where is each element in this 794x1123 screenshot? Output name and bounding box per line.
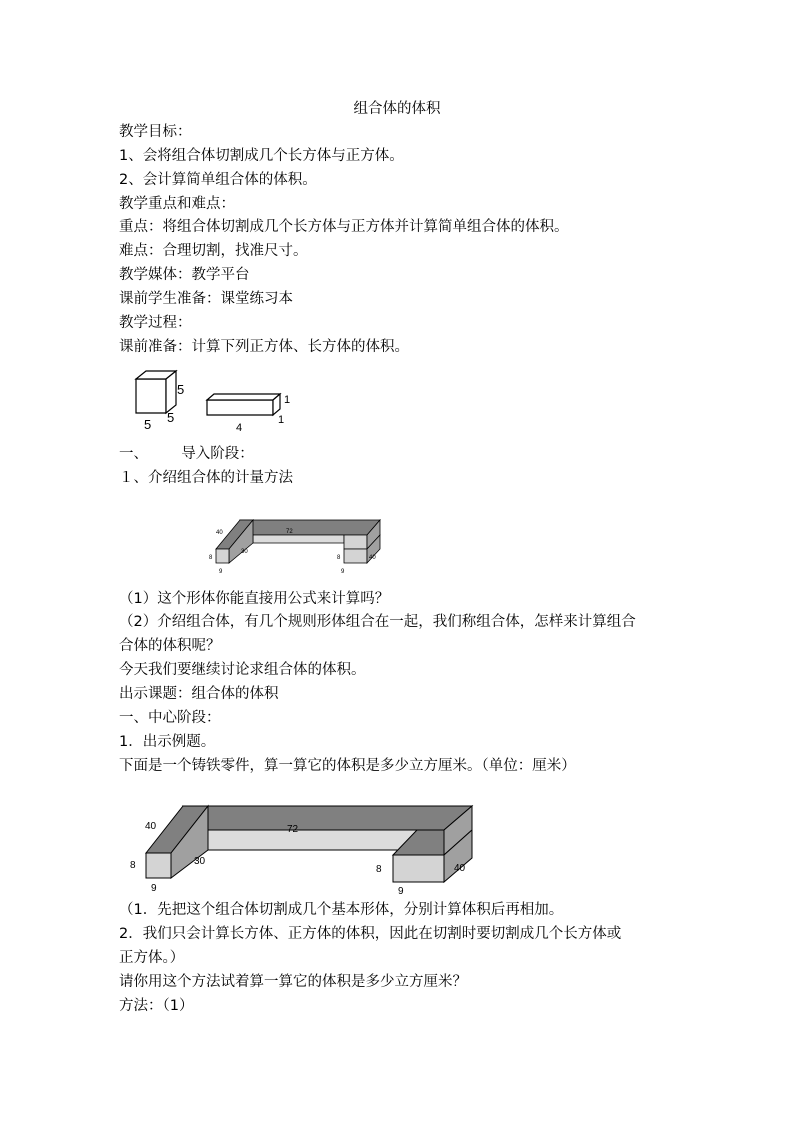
section-2-heading: 一、中心阶段： <box>119 710 221 726</box>
small-part-inner-label: 30 <box>241 549 248 555</box>
large-part-left-width-label: 9 <box>151 883 157 894</box>
student-preparation: 课前学生准备：课堂练习本 <box>119 291 293 307</box>
objective-1: 1、会将组合体切割成几个长方体与正方体。 <box>119 148 404 164</box>
small-part-figure <box>208 516 388 576</box>
example-heading: 1．出示例题。 <box>119 734 216 750</box>
question-1: （1）这个形体你能直接用公式来计算吗？ <box>119 591 390 607</box>
section-1-heading <box>119 444 254 464</box>
objectives-heading: 教学目标： <box>119 124 192 140</box>
intro-item: １、介绍组合体的计量方法 <box>119 470 293 486</box>
cuboid-height-label: 1 <box>284 394 291 406</box>
cuboid-length-label: 4 <box>236 422 243 434</box>
pre-class-task: 课前准备：计算下列正方体、长方体的体积。 <box>119 339 409 355</box>
cuboid-figure <box>207 394 280 415</box>
large-part-figure <box>127 800 487 905</box>
cube-height-label: 5 <box>177 382 185 397</box>
try-it-prompt: 请你用这个方法试着算一算它的体积是多少立方厘米？ <box>119 974 467 990</box>
large-part-right-depth-label: 40 <box>454 863 466 874</box>
question-2: （2）介绍组合体，有几个规则形体组合在一起，我们称组合体，怎样来计算组合 <box>119 614 636 630</box>
page-title: 组合体的体积 <box>353 101 441 117</box>
method-step-2-continued: 正方体。） <box>119 950 185 966</box>
small-part-left-width-label: 9 <box>219 569 223 575</box>
section-1-title: 导入阶段： <box>181 446 254 462</box>
small-part-left-height-label: 8 <box>209 555 213 561</box>
key-point: 重点：将组合体切割成几个长方体与正方体并计算简单组合体的体积。 <box>119 219 569 235</box>
large-part-depth-label: 40 <box>145 821 157 832</box>
small-part-right-depth-label: 40 <box>369 555 376 561</box>
large-part-length-label: 72 <box>287 824 299 835</box>
large-part-inner-label: 30 <box>194 856 206 867</box>
cube-depth-label: 5 <box>167 410 175 425</box>
method-step-2: 2．我们只会计算长方体、正方体的体积，因此在切割时要切割成几个长方体或 <box>119 926 622 942</box>
process-heading: 教学过程： <box>119 315 192 331</box>
cube-figure <box>136 371 176 413</box>
small-part-length-label: 72 <box>286 529 293 535</box>
cube-and-cuboid-figure <box>125 368 325 438</box>
large-part-right-width-label: 9 <box>398 886 404 897</box>
cube-bottom-label: 5 <box>144 417 152 432</box>
small-part-depth-label: 40 <box>216 530 223 536</box>
large-part-right-height-label: 8 <box>376 864 382 875</box>
large-part-left-height-label: 8 <box>130 860 136 871</box>
method-label: 方法：（1） <box>119 998 194 1014</box>
lesson-title-display: 出示课题：组合体的体积 <box>119 686 279 702</box>
cuboid-width-label: 1 <box>278 414 285 426</box>
method-step-1: （1．先把这个组合体切割成几个基本形体，分别计算体积后再相加。 <box>119 902 564 918</box>
teaching-media: 教学媒体：教学平台 <box>119 267 250 283</box>
objective-2: 2、会计算简单组合体的体积。 <box>119 172 317 188</box>
question-2-continued: 合体的体积呢？ <box>119 638 221 654</box>
today-topic: 今天我们要继续讨论求组合体的体积。 <box>119 662 366 678</box>
section-1-number: 一、 <box>119 446 148 462</box>
small-part-right-width-label: 9 <box>341 569 345 575</box>
key-points-heading: 教学重点和难点： <box>119 196 235 212</box>
difficulty: 难点：合理切割，找准尺寸。 <box>119 243 308 259</box>
example-problem: 下面是一个铸铁零件，算一算它的体积是多少立方厘米。（单位：厘米） <box>119 758 576 774</box>
small-part-right-height-label: 8 <box>337 555 341 561</box>
